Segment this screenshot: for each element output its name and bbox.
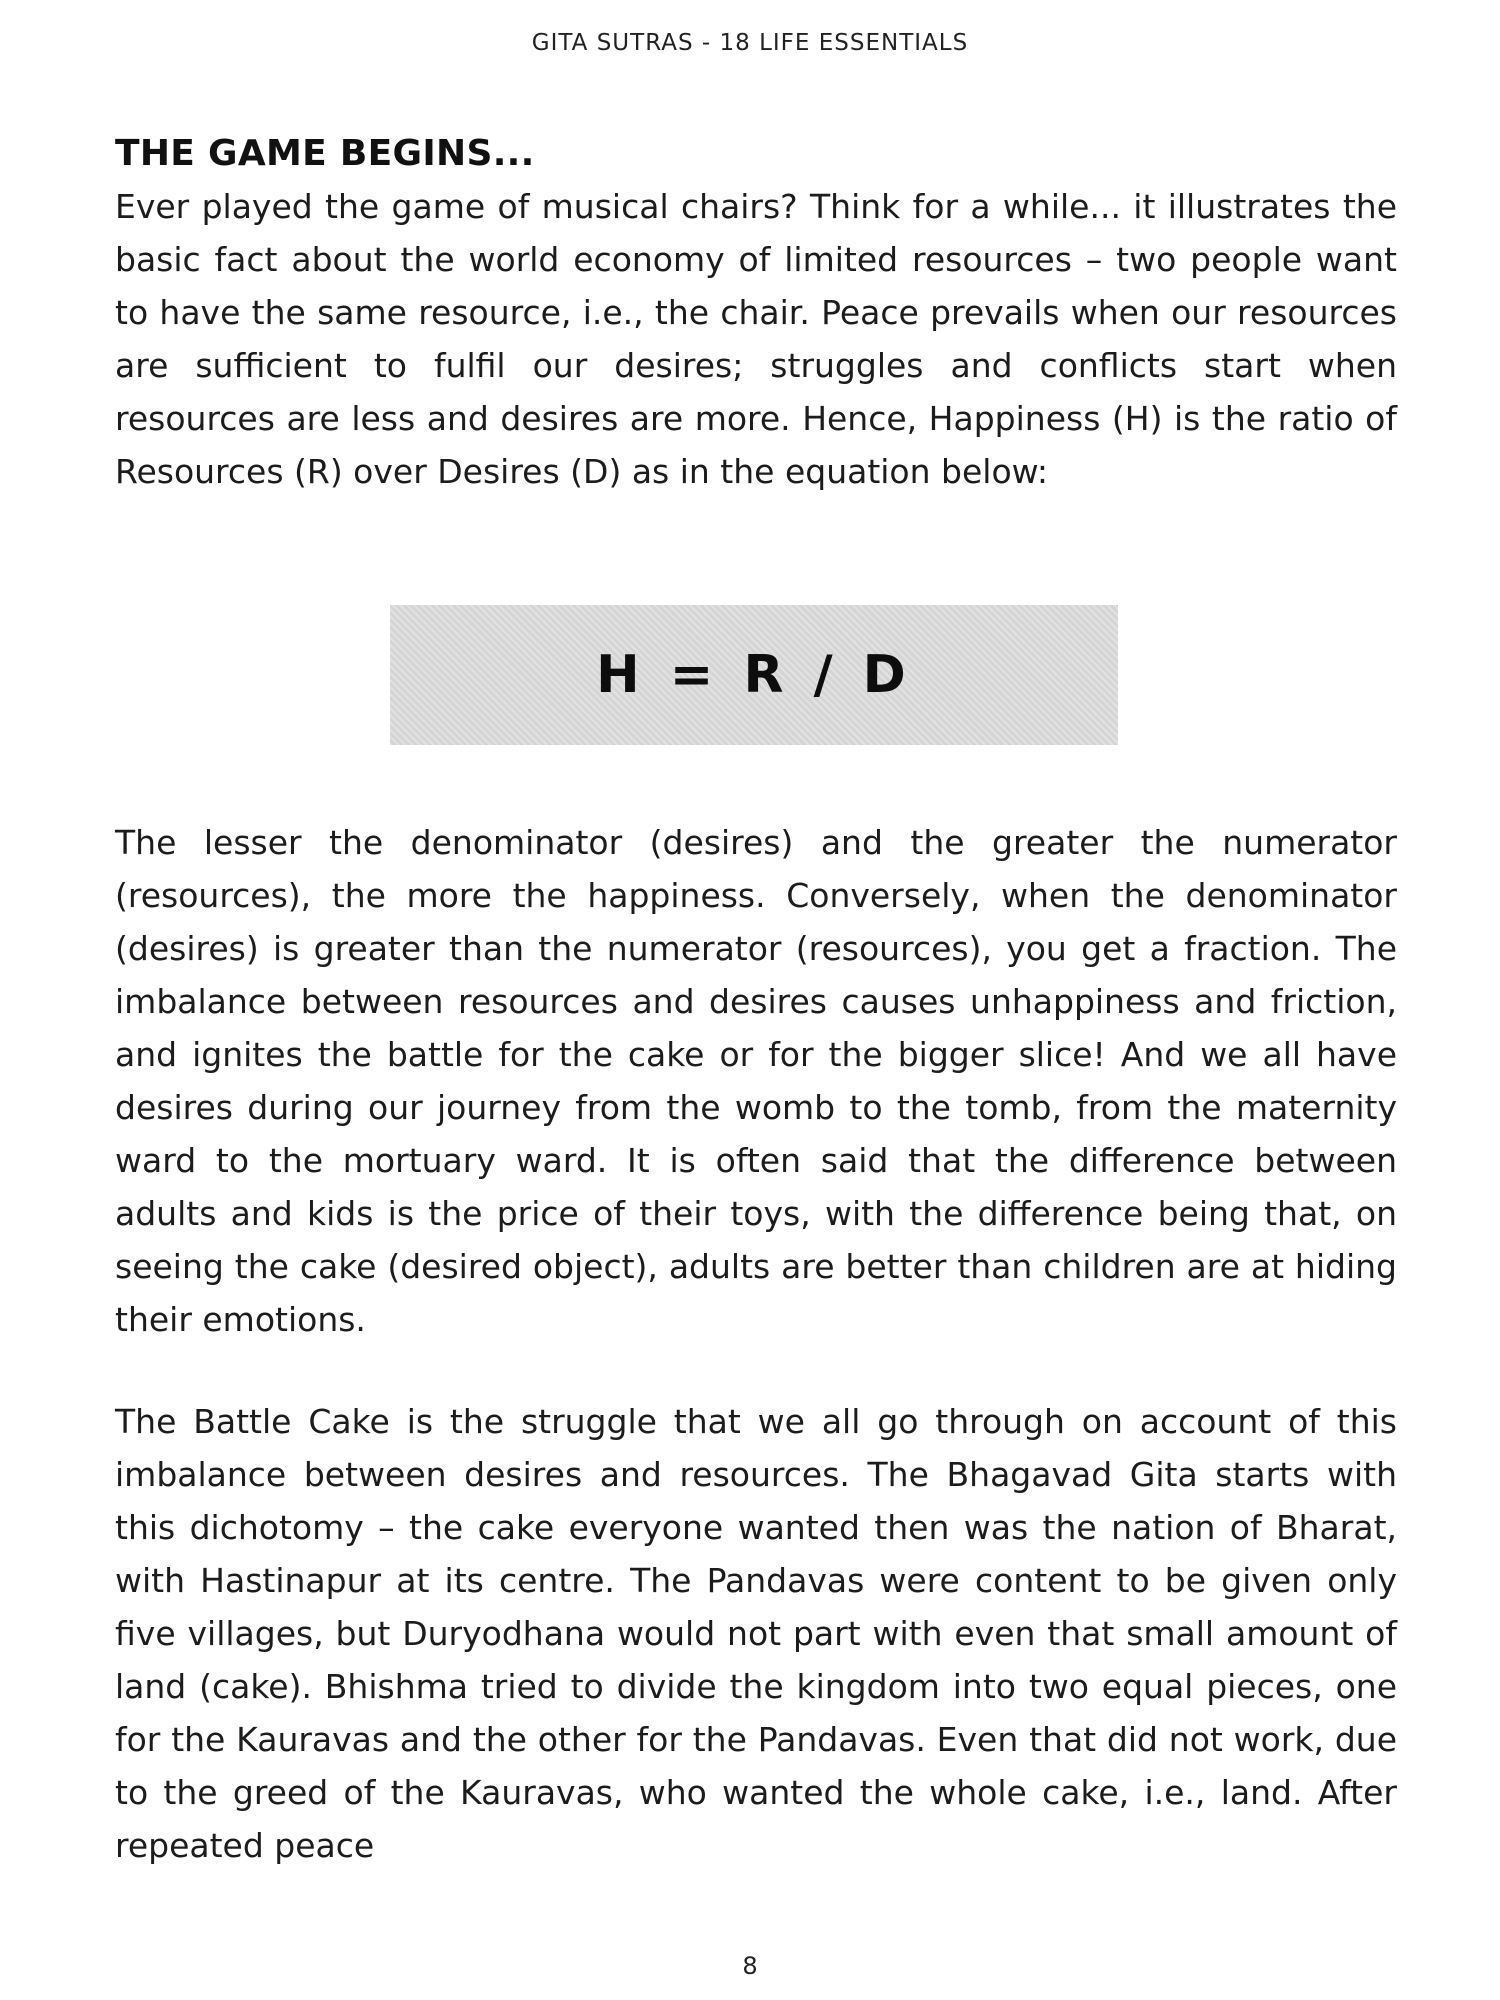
paragraph-battle-cake: The Battle Cake is the struggle that we all go through on account of this imbalance between desires and resources. The Bhagavad Gita starts with this dichotomy – the cake everyone wanted then was the nation of Bharat, with Hastinapur at its centre. The Pandavas were content to be given only five villages, but Duryodhana would not part with even that small amount of land (cake). Bhishma tried to divide the kingdom into two equal pieces, one for the Kauravas and the other for the Pandavas. Even that did not work, due to the greed of the Kauravas, who wanted the whole cake, i.e., land. After repeated peace <box>115 1402 1397 1865</box>
page-number: 8 <box>742 1952 758 1980</box>
paragraph-explanation: The lesser the denominator (desires) and the greater the numerator (resources), the more the happiness. Conversely, when the denominator (desires) is greater than the numerator (resources), you get a fraction. The imbalance between resources and desires causes unhappiness and friction, and ignites the battle for the cake or for the bigger slice! And we all have desires during our journey from the womb to the tomb, from the maternity ward to the mortuary ward. It is often said that the difference between adults and kids is the price of their toys, with the difference being that, on seeing the cake (desired object), adults are better than children are at hiding their emotions. <box>115 823 1397 1339</box>
equation-text: H = R / D <box>596 645 912 705</box>
equation-box <box>390 605 1118 745</box>
section-heading: THE GAME BEGINS... <box>115 133 535 174</box>
paragraph-intro: Ever played the game of musical chairs? Think for a while... it illustrates the basic fact about the world economy of limited resources – two people want to have the same resource, i.e., the chair. Peace prevails when our resources are sufficient to fulfil our desires; struggles and conflicts start when resources are less and desires are more. Hence, Happiness (H) is the ratio of Resources (R) over Desires (D) as in the equation below: <box>115 187 1397 491</box>
running-header: GITA SUTRAS - 18 LIFE ESSENTIALS <box>531 30 969 56</box>
